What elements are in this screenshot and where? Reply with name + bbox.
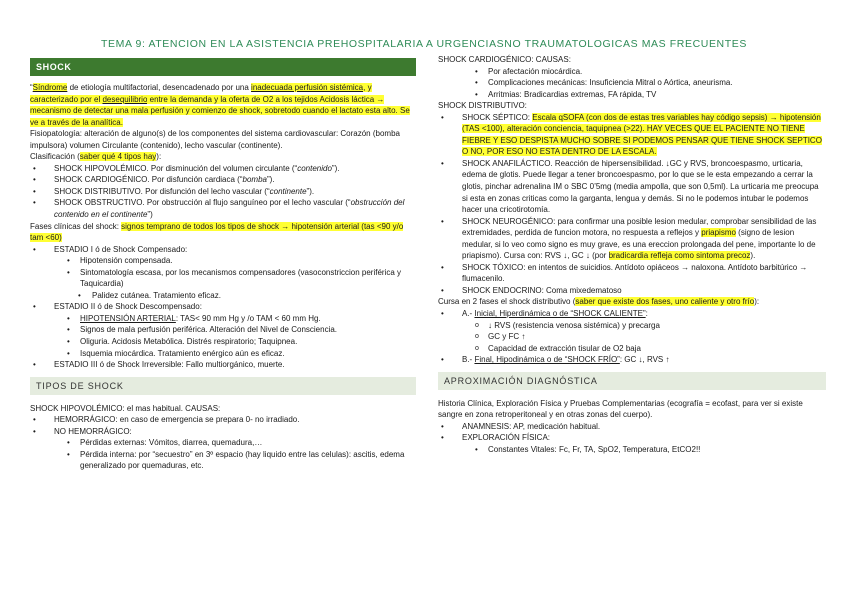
document-title: TEMA 9: ATENCION EN LA ASISTENCIA PREHOSPITALARIA A URGENCIASNO TRAUMATOLOGICAS MAS FRECUENTES <box>101 38 747 50</box>
toxico-item: • SHOCK TÓXICO: en intentos de suicidios. Antídoto opiáceos → naloxona. Antídoto barbitúrico → flumacenilo. <box>438 262 826 285</box>
estadios-list <box>30 244 416 371</box>
list-item: o GC y FC ↑ <box>438 331 826 343</box>
list-item: • Por afectación miocárdica. <box>438 66 826 78</box>
highlight-fases-distributivo: saber que existe dos fases, uno caliente y otro frío <box>575 297 755 307</box>
estadio-2: • ESTADIO II ó de Shock Descompensado: <box>30 301 416 313</box>
list-item: • Signos de mala perfusión periférica. Alteración del Nivel de Consciencia. <box>30 324 416 336</box>
septico-item: • SHOCK SÉPTICO: Escala qSOFA (con dos de estas tres variables hay código sepsis) → hipotensión (TAS <100), alteración conciencia, taquipnea (>22). HAY VECES QUE EL PACIENTE NO TIENE FIEBRE Y ESO DESPISTA MUCHO SOBRE SI PODEMOS PENSAR QUE TIENE SHOCK SEPTICO O NO, POR ESO NO ESTA DENTRO DE LA ESCALA. <box>438 112 826 158</box>
fase-b: • B.- Final, Hipodinámica o de “SHOCK FRÍO”: GC ↓, RVS ↑ <box>438 354 826 366</box>
list-item: • SHOCK DISTRIBUTIVO. Por disfunción del lecho vascular (“continente”). <box>30 186 416 198</box>
fisiopatologia-text: Fisiopatología: alteración de alguno(s) de los componentes del sistema cardiovascular: Corazón (bomba impulsora) volumen Circulante (contenido), lecho vascular (continente). <box>30 129 400 150</box>
cursa-fases-text: Cursa en 2 fases el shock distributivo (saber que existe dos fases, uno caliente y otro frío): <box>438 297 760 307</box>
list-item: • Palidez cutánea. Tratamiento eficaz. <box>30 290 416 302</box>
list-item: o ↓ RVS (resistencia venosa sistémica) y precarga <box>438 320 826 332</box>
list-item: • Pérdidas externas: Vómitos, diarrea, quemadura,… <box>30 437 416 449</box>
cardiogenico-causes <box>438 66 826 101</box>
fase-a: • A.- Inicial, Hiperdinámica o de “SHOCK CALIENTE”: <box>438 308 826 320</box>
hipovolemico-causes <box>30 414 416 472</box>
list-item: • NO HEMORRÁGICO: <box>30 426 416 438</box>
hipovolemico-title: SHOCK HIPOVOLÉMICO: el mas habitual. CAUSAS: <box>30 403 221 413</box>
highlight-bradicardia: bradicardia refleja como sintoma precoz <box>608 251 751 261</box>
distributivo-title: SHOCK DISTRIBUTIVO: <box>438 101 527 111</box>
shock-types-list <box>30 163 416 221</box>
aproximacion-header: APROXIMACIÓN DIAGNÓSTICA <box>438 372 826 390</box>
shock-definition: “Síndrome de etiología multifactorial, desencadenado por una inadecuada perfusión sistémica, y caracterizado por el desequilibrio entre la demanda y la oferta de O2 a los tejidos Acidosis láctica → mecanismo de detectar una mala perfusión y comienzo de shock, sobretodo cuando el lactato esta alto. Se ve a través de la analítica. <box>30 83 410 127</box>
estadio-1: • ESTADIO I ó de Shock Compensado: <box>30 244 416 256</box>
fases-clinicas-text: Fases clínicas del shock: signos temprano de todos los tipos de shock → hipotensión arterial (tas <90 y/o tam <60) <box>30 221 404 243</box>
distributivo-list <box>438 112 826 297</box>
highlight-qsofa: Escala qSOFA (con dos de estas tres variables hay código sepsis) → hipotensión (TAS <100), alteración conciencia, taquipnea (>22). HAY VECES QUE EL PACIENTE NO TIENE FIEBRE Y ESO DESPISTA MUCHO SOBRE SI PODEMOS PENSAR QUE TIENE SHOCK SEPTICO O NO, POR ESO NO ESTA DENTRO DE LA ESCALA. <box>462 112 822 157</box>
clasificacion-text: Clasificación (saber qué 4 tipos hay): <box>30 152 162 162</box>
list-item: • HEMORRÁGICO: en caso de emergencia se prepara 0- no irradiado. <box>30 414 416 426</box>
list-item: • Hipotensión compensada. <box>30 255 416 267</box>
aproximacion-text: Historia Clínica, Exploración Física y Pruebas Complementarias (ecografía = ecofast, para ver si existe sangre en zona retroperitoneal y en otras zonas del cuerpo). <box>438 398 803 420</box>
anafilactico-item: • SHOCK ANAFILÁCTICO. Reacción de hipersensibilidad. ↓GC y RVS, broncoespasmo, urticaria, edema de glotis. Puede llegar a tener broncoespasmo, por lo que se le esta empezando a cerrar la glotis, pinchar adrenalina IM o SBC 0’5mg (media ampolla, que son 0,5ml). La urticaria me preocupa si esta en zonas criticas como la garganta, lengua y demás. Si no le podemos intubar le podemos hacer una cricotirotomía. <box>438 158 826 216</box>
tipos-shock-header: TIPOS DE SHOCK <box>30 377 416 395</box>
endocrino-item: • SHOCK ENDOCRINO: Coma mixedematoso <box>438 285 826 297</box>
list-item: • ANAMNESIS: AP, medicación habitual. <box>438 421 826 433</box>
list-item: • Pérdida interna: por “secuestro” en 3º espacio (hay liquido entre las celulas): ascitis, edema generalizado por quemaduras, etc. <box>30 449 416 472</box>
estadio-3: • ESTADIO III ó de Shock Irreversible: Fallo multiorgánico, muerte. <box>30 359 416 371</box>
list-item: • Complicaciones mecánicas: Insuficiencia Mitral o Aórtica, aneurisma. <box>438 77 826 89</box>
highlight-desequilibrio: desequilibrio <box>102 94 148 104</box>
left-column <box>30 58 416 472</box>
list-item: • SHOCK CARDIOGÉNICO. Por disfunción cardiaca (“bomba”). <box>30 174 416 186</box>
cardiogenico-title: SHOCK CARDIOGÉNICO: CAUSAS: <box>438 55 571 64</box>
highlight-sindrome: Síndrome <box>32 83 68 92</box>
list-item: • Arritmias: Bradicardias extremas, FA rápida, TV <box>438 89 826 101</box>
list-item: • Isquemia miocárdica. Tratamiento enérgico aún es eficaz. <box>30 348 416 360</box>
fases-distributivo-list <box>438 308 826 366</box>
right-column <box>438 54 826 456</box>
shock-section-header: SHOCK <box>30 58 416 76</box>
neurogenico-item: • SHOCK NEUROGÉNICO: para confirmar una posible lesion medular, comprobar sensibilidad de las extremidades, perdida de funcion motora, no respuesta a reflejos y priapismo (signo de lesion medular, si lo veo como signo es muy grave, es una ereccion prolongada del pene, importante lo de priapismo). Cursa con: RVS ↓, GC ↓ (por bradicardia refleja como sintoma precoz). <box>438 216 826 262</box>
list-item: • EXPLORACIÓN FÍSICA: <box>438 432 826 444</box>
list-item: • SHOCK OBSTRUCTIVO. Por obstrucción al flujo sanguíneo por el lecho vascular (“obstrucción del contenido en el continente”) <box>30 197 416 220</box>
highlight-clasificacion: saber qué 4 tipos hay <box>79 152 157 162</box>
list-item: • HIPOTENSIÓN ARTERIAL: TAS< 90 mm Hg y /o TAM < 60 mm Hg. <box>30 313 416 325</box>
list-item: • Constantes Vitales: Fc, Fr, TA, SpO2, Temperatura, EtCO2!! <box>438 444 826 456</box>
aproximacion-list <box>438 421 826 456</box>
list-item: o Capacidad de extracción tisular de O2 baja <box>438 343 826 355</box>
highlight-priapismo: priapismo <box>701 228 736 238</box>
list-item: • Sintomatología escasa, por los mecanismos compensadores (vasoconstriccion periférica y Taquicardia) <box>30 267 416 290</box>
highlight-fases: signos temprano de todos los tipos de shock → hipotensión arterial (tas <90 y/o tam <60) <box>30 221 404 243</box>
list-item: • Oliguria. Acidosis Metabólica. Distrés respiratorio; Taquipnea. <box>30 336 416 348</box>
highlight-perfusion: inadecuada perfusión sistémica <box>251 83 364 92</box>
list-item: • SHOCK HIPOVOLÉMICO. Por disminución del volumen circulante (“contenido”). <box>30 163 416 175</box>
